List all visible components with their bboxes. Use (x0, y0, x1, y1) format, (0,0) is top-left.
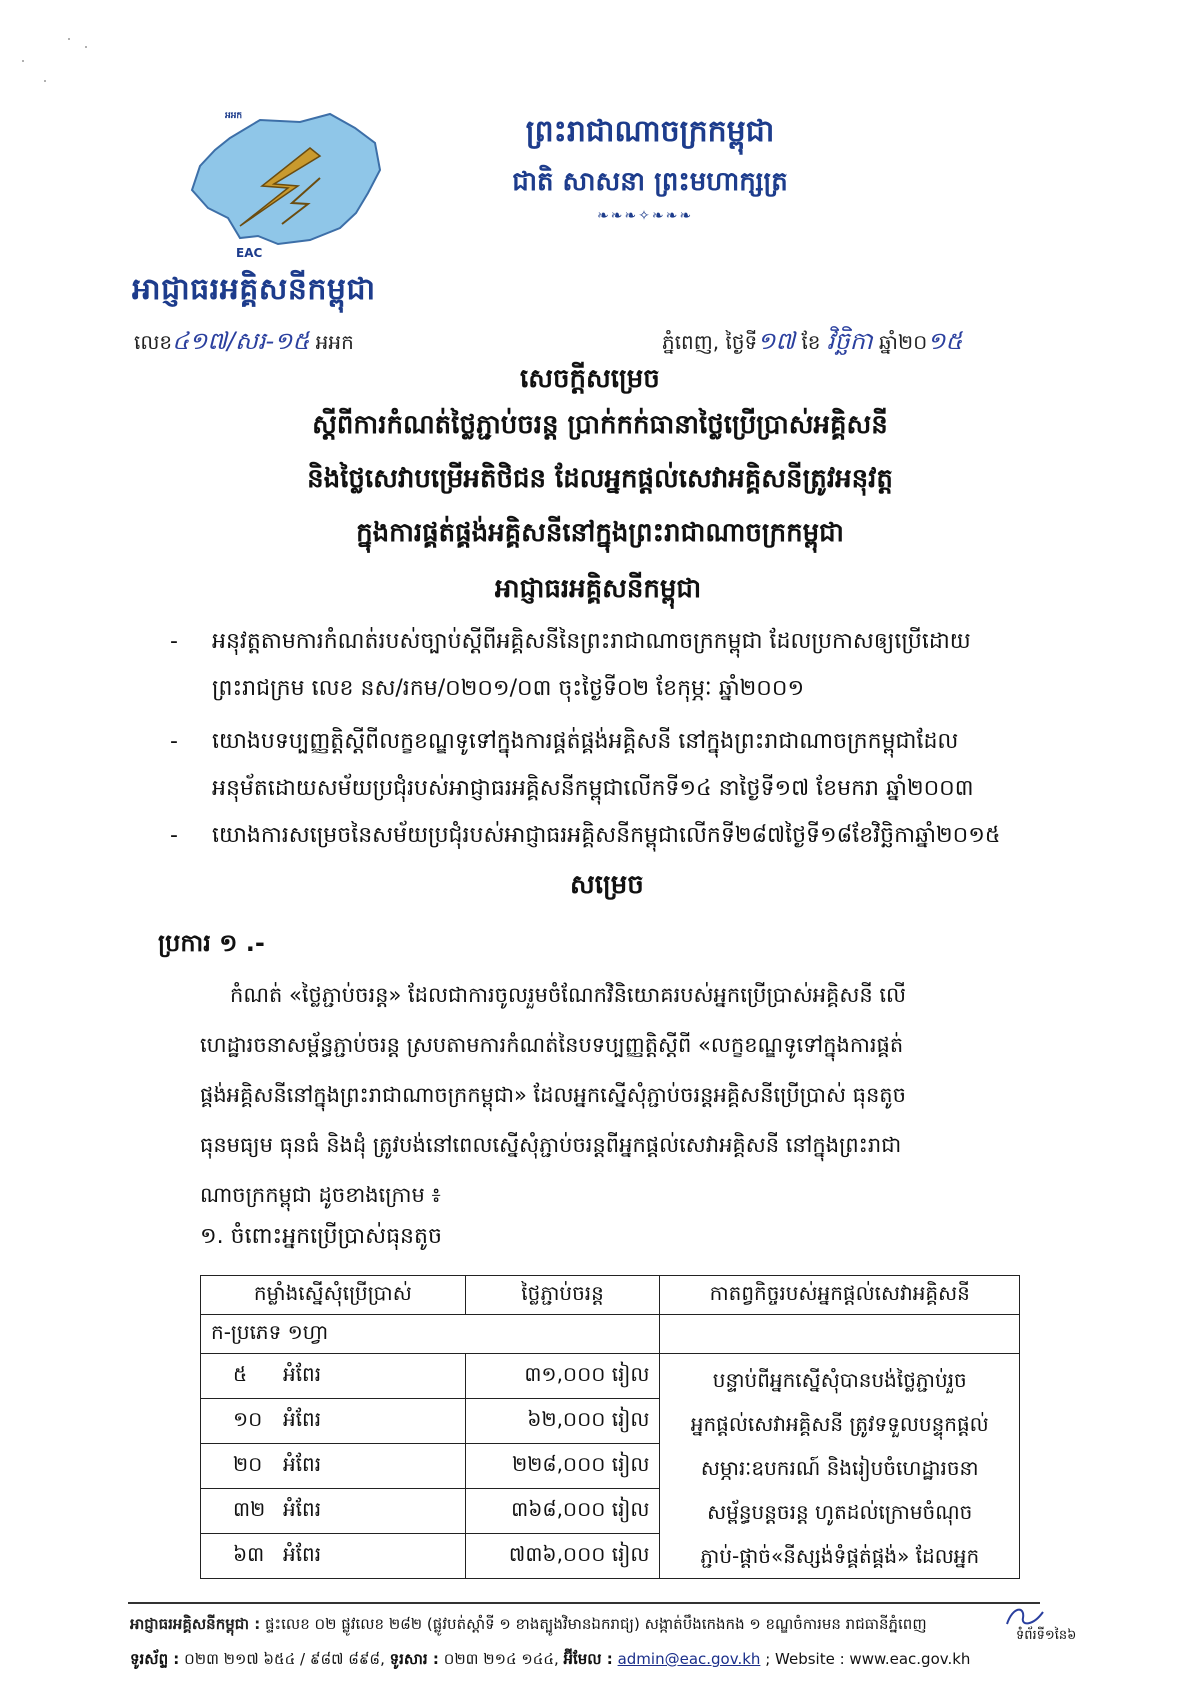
national-motto: ជាតិ សាសនា ព្រះមហាក្សត្រ (512, 167, 788, 197)
column-header: កម្លាំងស្នើសុំប្រើប្រាស់ (201, 1276, 466, 1315)
ref-prefix: លេខ (134, 330, 173, 354)
email-link[interactable]: admin@eac.gov.kh (617, 1650, 761, 1668)
paragraph-line: កំណត់ «ថ្លៃភ្ជាប់ចរន្ត» ដែលជាការចូលរួមចំណែកវិនិយោគរបស់អ្នកប្រើប្រាស់អគ្គិសនី លើ (230, 983, 907, 1007)
table-header-row (201, 1276, 1020, 1315)
capacity-cell (201, 1489, 466, 1534)
ref-handwritten: ៤១៧/សរ-១៥ (172, 327, 310, 355)
footer-address (130, 1615, 927, 1637)
paragraph-line: ធុនមធ្យម ធុនធំ និងដុំ ត្រូវបង់នៅពេលស្នើសុំភ្ជាប់ចរន្តពីអ្នកផ្តល់សេវាអគ្គិសនី នៅក្នុងព្រះរាជា (200, 1133, 902, 1157)
paragraph-line: ផ្គង់អគ្គិសនីនៅក្នុងព្រះរាជាណាចក្រកម្ពុជា» ដែលអ្នកស្នើសុំភ្ជាប់ចរន្តអគ្គិសនីប្រើប្រាស់ ធុនតូច (200, 1083, 906, 1107)
scan-speck (68, 38, 70, 40)
empty-cell (660, 1315, 1020, 1354)
capacity-value: ២០ (233, 1452, 263, 1476)
consideration-line: អនុវត្តតាមការកំណត់របស់ច្បាប់ស្តីពីអគ្គិសនីនៃព្រះរាជាណាចក្រកម្ពុជា ដែលប្រកាសឲ្យប្រើដោយ (212, 629, 971, 654)
fax-number: ០២៣ ២១៤ ១៤៤, (443, 1650, 559, 1668)
connection-fee-table (200, 1275, 1020, 1579)
fee-cell: ៣១,០០០ រៀល (465, 1354, 660, 1399)
scan-speck (22, 60, 24, 62)
capacity-value: ៦៣ (233, 1542, 265, 1566)
scan-speck (44, 80, 46, 82)
footer-address-text: ផ្ទះលេខ ០២ ផ្លូវលេខ ២៨២ (ផ្លូវបត់ស្តាំទី ១ ខាងត្បូងវិមានឯករាជ្យ) សង្កាត់បឹងកេងកង ១ ខណ្ឌចំការមន រាជធានីភ្នំពេញ (265, 1615, 927, 1633)
consideration-line: យោងបទប្បញ្ញត្តិស្តីពីលក្ខខណ្ឌទូទៅក្នុងការផ្គត់ផ្គង់អគ្គិសនី នៅក្នុងព្រះរាជាណាចក្រកម្ពុជាដែល (212, 729, 959, 754)
column-header: ថ្លៃភ្ជាប់ចរន្ត (465, 1276, 660, 1315)
article-heading: ប្រការ ១ .- (158, 929, 265, 957)
phone-label: ទូរស័ព្ទ : (130, 1650, 180, 1668)
capacity-cell (201, 1399, 466, 1444)
column-header: កាតព្វកិច្ចរបស់អ្នកផ្តល់សេវាអគ្គិសនី (660, 1276, 1020, 1315)
consideration-line: ព្រះរាជក្រម លេខ នស/រកម/០២០១/០៣ ចុះថ្ងៃទី០២ ខែកុម្ភៈ ឆ្នាំ២០០១ (212, 676, 805, 701)
reference-number (134, 326, 354, 361)
website-label: ; Website : (765, 1650, 845, 1668)
capacity-value: ១០ (233, 1407, 263, 1431)
email-label: អ៊ីមែល : (563, 1650, 613, 1668)
divider-ornament: ❧❧❧✧❧❧❧ (596, 208, 694, 224)
capacity-unit: អំពែរ (283, 1542, 322, 1566)
kingdom-heading: ព្រះរាជាណាចក្រកម្ពុជា (525, 114, 775, 149)
consideration-item (170, 618, 1060, 712)
capacity-value: ៥ (233, 1362, 248, 1386)
logo-caption: EAC (236, 246, 263, 260)
fee-cell: ៦២,០០០ រៀល (465, 1399, 660, 1444)
issuing-authority: អាជ្ញាធរអគ្គិសនីកម្ពុជា (494, 574, 702, 604)
bullet-dash: - (170, 729, 178, 754)
subject-line: ស្តីពីការកំណត់ថ្លៃភ្ជាប់ចរន្ត ប្រាក់កក់ធានាថ្លៃប្រើប្រាស់អគ្គិសនី (312, 410, 888, 440)
duty-line: សម្ភារៈឧបករណ៍ និងរៀបចំហេដ្ឋារចនា (700, 1456, 979, 1480)
eac-logo (170, 108, 385, 258)
page-number: ទំព័រទី១នៃ៦ (1016, 1628, 1077, 1643)
article-paragraph (200, 970, 1020, 1220)
document-type: សេចក្តីសម្រេច (520, 364, 660, 394)
capacity-cell (201, 1534, 466, 1579)
duty-line: បន្ទាប់ពីអ្នកស្នើសុំបានបង់ថ្លៃភ្ជាប់រួច (712, 1368, 967, 1392)
consideration-item (170, 812, 1060, 859)
fee-cell: ២២៨,០០០ រៀល (465, 1444, 660, 1489)
footer-divider (128, 1602, 1040, 1604)
consideration-line: អនុម័តដោយសម័យប្រជុំរបស់អាជ្ញាធរអគ្គិសនីកម្ពុជាលើកទី១៤ នាថ្ងៃទី១៧ ខែមករា ឆ្នាំ២០០៣ (212, 776, 974, 801)
date-place: ភ្នំពេញ, ថ្ងៃទី (662, 330, 758, 354)
bullet-dash: - (170, 629, 178, 654)
footer-org-label: អាជ្ញាធរអគ្គិសនីកម្ពុជា : (130, 1615, 261, 1633)
duty-line: ភ្ជាប់-ផ្តាច់«នីស្សង់ទំផ្គត់ផ្គង់» ដែលអ្នក (700, 1544, 980, 1568)
consideration-item (170, 718, 1060, 812)
scan-speck (85, 46, 87, 48)
section-subheading: ១. ចំពោះអ្នកប្រើប្រាស់ធុនតូច (200, 1224, 442, 1249)
fax-label: ទូរសារ : (389, 1650, 439, 1668)
duty-line: សម្ព័ន្ធបន្តចរន្ត ហូតដល់ក្រោមចំណុច (707, 1500, 973, 1524)
date-day: ១៧ (757, 327, 796, 355)
subject-line: ក្នុងការផ្គត់ផ្គង់អគ្គិសនីនៅក្នុងព្រះរាជាណាចក្រកម្ពុជា (356, 518, 844, 548)
date-year-label: ឆ្នាំ២០ (878, 330, 928, 354)
fee-cell: ៧៣៦,០០០ រៀល (465, 1534, 660, 1579)
subject-line: និងថ្លៃសេវាបម្រើអតិថិជន ដែលអ្នកផ្តល់សេវាអគ្គិសនីត្រូវអនុវត្ត (307, 464, 893, 494)
document-date (662, 326, 962, 361)
fee-cell: ៣៦៨,០០០ រៀល (465, 1489, 660, 1534)
date-month-label: ខែ (801, 330, 821, 354)
capacity-unit: អំពែរ (283, 1362, 322, 1386)
ref-suffix: អអក (315, 330, 354, 354)
capacity-cell (201, 1444, 466, 1489)
group-label: ក-ប្រភេទ ១ហ្វា (201, 1315, 660, 1354)
table-row (201, 1354, 1020, 1399)
date-year: ១៥ (927, 327, 963, 355)
duty-line: អ្នកផ្តល់សេវាអគ្គិសនី ត្រូវទទួលបន្ទុកផ្តល់ (690, 1412, 989, 1436)
decides-heading: សម្រេច (570, 870, 644, 900)
date-month: វិច្ឆិកា (826, 327, 873, 355)
footer-contacts: ទូរស័ព្ទ : ០២៣ ២១៧ ៦៥៤ / ៩៨៧ ៨៩៨, ទូរសារ : ០២៣ ២១៤ ១៤៤, អ៊ីមែល : admin@eac.gov.kh ; Website : www.eac.gov.kh (130, 1650, 971, 1668)
website-link[interactable]: www.eac.gov.kh (849, 1650, 971, 1668)
table-group-row (201, 1315, 1020, 1354)
provider-duty-cell (660, 1354, 1020, 1579)
svg-text:អអក: អអក (225, 111, 243, 121)
capacity-unit: អំពែរ (283, 1452, 322, 1476)
phone-number: ០២៣ ២១៧ ៦៥៤ / ៩៨៧ ៨៩៨ (184, 1650, 381, 1668)
capacity-unit: អំពែរ (283, 1407, 322, 1431)
capacity-unit: អំពែរ (283, 1497, 322, 1521)
capacity-cell (201, 1354, 466, 1399)
paragraph-line: ណាចក្រកម្ពុជា ដូចខាងក្រោម ៖ (200, 1183, 441, 1207)
consideration-line: យោងការសម្រេចនៃសម័យប្រជុំរបស់អាជ្ញាធរអគ្គិសនីកម្ពុជាលើកទី២៨៧ថ្ងៃទី១៨ខែវិច្ឆិកាឆ្នាំ២០១៥ (212, 823, 1001, 848)
bullet-dash: - (170, 823, 178, 848)
capacity-value: ៣២ (233, 1497, 266, 1521)
paragraph-line: ហេដ្ឋារចនាសម្ព័ន្ធភ្ជាប់ចរន្ត ស្របតាមការកំណត់នៃបទប្បញ្ញត្តិស្តីពី «លក្ខខណ្ឌទូទៅក្នុងការផ្គត់ (200, 1033, 904, 1057)
organization-name: អាជ្ញាធរអគ្គិសនីកម្ពុជា (132, 272, 376, 307)
